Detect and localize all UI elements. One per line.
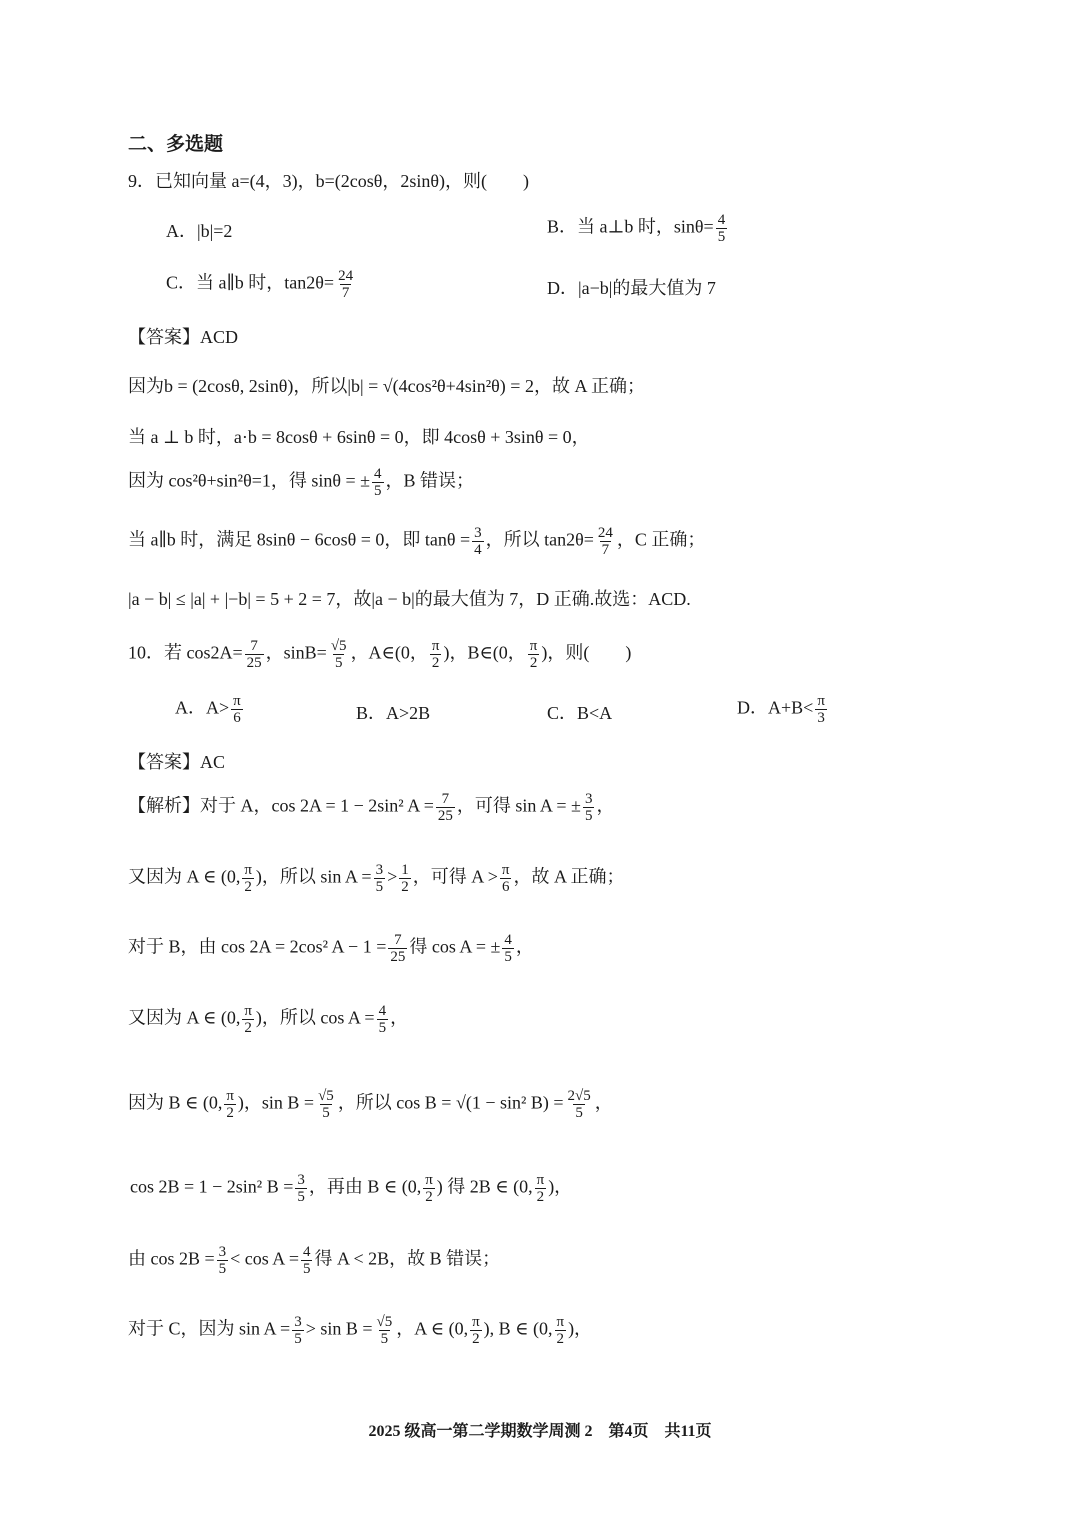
- fraction: [374, 862, 386, 895]
- text: ，故 A 正确；: [513, 866, 625, 887]
- text: A．A>: [175, 697, 230, 718]
- numerator: π: [556, 1314, 565, 1330]
- denominator: 2: [244, 1020, 252, 1036]
- numerator: π: [472, 1314, 480, 1330]
- text: )，B∈(0，: [443, 642, 526, 663]
- numerator: π: [425, 1172, 433, 1188]
- fraction: [245, 638, 264, 671]
- denominator: 6: [233, 710, 241, 726]
- text: D．A+B<: [737, 697, 814, 718]
- text: )，: [568, 1318, 593, 1339]
- denominator: 2: [472, 1331, 480, 1347]
- denominator: 5: [374, 483, 382, 499]
- text: ，B 错误；: [385, 470, 475, 491]
- page-footer: 2025 级高一第二学期数学周测 2 第4页 共11页: [368, 1423, 712, 1440]
- denominator: 25: [390, 949, 406, 965]
- fraction: [423, 1172, 435, 1205]
- numerator: 3: [218, 1244, 227, 1260]
- denominator: 5: [575, 1105, 583, 1121]
- text: 又因为 A ∈ (0,: [128, 1007, 241, 1028]
- q10-option-d: [737, 693, 829, 726]
- fraction: [596, 525, 615, 558]
- fraction: [472, 525, 484, 558]
- text: 由 cos 2B =: [128, 1248, 215, 1269]
- q10-option-b: B．A>2B: [356, 703, 431, 723]
- numerator: 3: [294, 1314, 302, 1330]
- denominator: 5: [322, 1105, 330, 1121]
- text: ，: [596, 795, 615, 816]
- q9-option-b: [547, 212, 729, 245]
- denominator: 2: [425, 1189, 433, 1205]
- fraction: [535, 1172, 547, 1205]
- denominator: 2: [536, 1189, 545, 1205]
- fraction: [242, 1003, 254, 1036]
- text: ，C 正确；: [616, 529, 706, 550]
- q10-solution-line-1: [128, 791, 614, 824]
- q10-solution-line-6: [130, 1172, 572, 1205]
- numerator: π: [817, 693, 825, 709]
- fraction: [554, 1314, 566, 1347]
- denominator: 5: [297, 1189, 305, 1205]
- text: < cos A =: [230, 1248, 299, 1269]
- denominator: 25: [246, 655, 262, 671]
- q9-solution-line-4: [128, 525, 705, 558]
- denominator: 7: [601, 542, 610, 558]
- denominator: 5: [504, 949, 512, 965]
- text: )，则( ): [541, 642, 632, 663]
- numerator: 3: [474, 525, 482, 541]
- fraction: [388, 932, 407, 965]
- numerator: 3: [584, 791, 593, 807]
- fraction: [301, 1244, 313, 1277]
- text: 因为 cos²θ+sin²θ=1，得 sinθ = ±: [128, 470, 370, 491]
- denominator: 2: [401, 879, 409, 895]
- fraction: [815, 693, 827, 726]
- denominator: 5: [334, 655, 343, 671]
- numerator: π: [226, 1088, 234, 1104]
- text: ，: [594, 1092, 613, 1113]
- fraction: [224, 1088, 236, 1121]
- q9-solution-line-3: [128, 466, 474, 499]
- text: > sin B =: [305, 1318, 373, 1339]
- q9-solution-line-1: 因为b = (2cosθ, 2sinθ)，所以|b| = √(4cos²θ+4sin²θ) = 2，故 A 正确；: [128, 376, 645, 396]
- text: 当 a∥b 时，满足 8sinθ − 6cosθ = 0，即 tanθ =: [128, 529, 471, 550]
- text: >: [387, 866, 398, 887]
- denominator: 2: [431, 655, 440, 671]
- text: ) 得 2B ∈ (0,: [436, 1176, 533, 1197]
- text: 因为 B ∈ (0,: [128, 1092, 223, 1113]
- denominator: 5: [375, 879, 384, 895]
- q9-answer: 【答案】ACD: [128, 327, 239, 347]
- text: )，所以 cos A =: [255, 1007, 375, 1028]
- denominator: 2: [244, 879, 252, 895]
- numerator: π: [244, 862, 252, 878]
- q10-solution-line-2: [128, 862, 625, 895]
- q9-solution-line-2: 当 a ⊥ b 时，a·b = 8cosθ + 6sinθ = 0，即 4cosθ + 3sinθ = 0，: [128, 427, 590, 447]
- denominator: 5: [294, 1331, 302, 1347]
- text: ，A ∈ (0,: [396, 1318, 469, 1339]
- numerator: 2√5: [567, 1088, 591, 1104]
- fraction: [336, 268, 355, 301]
- fraction: [528, 638, 540, 671]
- fraction: [502, 932, 514, 965]
- fraction: [316, 1088, 336, 1121]
- denominator: 5: [302, 1261, 311, 1277]
- text: 10．若 cos2A=: [128, 642, 243, 663]
- q9-solution-line-5: |a − b| ≤ |a| + |−b| = 5 + 2 = 7，故|a − b|的最大值为 7，D 正确.故选：ACD.: [128, 589, 691, 609]
- denominator: 4: [474, 542, 482, 558]
- denominator: 5: [378, 1020, 387, 1036]
- text: ，再由 B ∈ (0,: [308, 1176, 422, 1197]
- numerator: √5: [376, 1314, 393, 1330]
- numerator: π: [501, 862, 510, 878]
- numerator: 4: [302, 1244, 311, 1260]
- fraction: [292, 1314, 304, 1347]
- text: ), B ∈ (0,: [483, 1318, 553, 1339]
- numerator: √5: [330, 638, 347, 654]
- text: )，sin B =: [237, 1092, 315, 1113]
- fraction: [377, 1003, 389, 1036]
- fraction: [375, 1314, 395, 1347]
- numerator: 4: [717, 212, 726, 228]
- denominator: 2: [226, 1105, 234, 1121]
- numerator: π: [536, 1172, 545, 1188]
- text: ，所以 tan2θ=: [485, 529, 594, 550]
- fraction: [716, 212, 728, 245]
- q9-stem: 9．已知向量 a=(4，3)，b=(2cosθ，2sinθ)，则( ): [128, 171, 529, 191]
- numerator: 24: [338, 268, 354, 284]
- text: )，: [548, 1176, 573, 1197]
- numerator: √5: [318, 1088, 334, 1104]
- fraction: [329, 638, 349, 671]
- q9-option-c-text: C．当 a∥b 时，tan2θ=: [166, 272, 335, 293]
- numerator: 4: [504, 932, 512, 948]
- text: 得 cos A = ±: [409, 936, 501, 957]
- q10-solution-line-4: [128, 1003, 408, 1036]
- text: 又因为 A ∈ (0,: [128, 866, 241, 887]
- numerator: 7: [394, 932, 402, 948]
- text: 得 A < 2B，故 B 错误；: [314, 1248, 501, 1269]
- q10-stem: [128, 638, 631, 671]
- section-title: 二、多选题: [128, 134, 224, 155]
- fraction: [430, 638, 442, 671]
- text: ，A∈(0，: [350, 642, 428, 663]
- numerator: π: [233, 693, 241, 709]
- text: cos 2B = 1 − 2sin² B =: [130, 1176, 294, 1197]
- fraction: [295, 1172, 307, 1205]
- text: ，所以 cos B = √(1 − sin² B) =: [337, 1092, 564, 1113]
- denominator: 5: [584, 808, 593, 824]
- text: 【解析】对于 A，cos 2A = 1 − 2sin² A =: [128, 795, 434, 816]
- q10-solution-line-7: [128, 1244, 500, 1277]
- denominator: 6: [501, 879, 510, 895]
- numerator: π: [529, 638, 538, 654]
- numerator: 7: [250, 638, 258, 654]
- text: 对于 B，由 cos 2A = 2cos² A − 1 =: [128, 936, 387, 957]
- q10-solution-line-3: [128, 932, 534, 965]
- q9-option-a: A．|b|=2: [166, 221, 233, 241]
- q10-answer: 【答案】AC: [128, 752, 226, 772]
- denominator: 3: [817, 710, 825, 726]
- fraction: [231, 693, 243, 726]
- numerator: 7: [441, 791, 450, 807]
- fraction: [436, 791, 455, 824]
- denominator: 2: [556, 1331, 565, 1347]
- fraction: [470, 1314, 482, 1347]
- numerator: 1: [401, 862, 409, 878]
- q10-solution-line-8: [128, 1314, 592, 1347]
- numerator: π: [244, 1003, 252, 1019]
- q9-option-d: D．|a−b|的最大值为 7: [547, 278, 716, 298]
- text: ，: [515, 936, 534, 957]
- text: ，sinB=: [265, 642, 327, 663]
- q10-option-a: [175, 693, 245, 726]
- denominator: 5: [218, 1261, 227, 1277]
- fraction: [242, 862, 254, 895]
- numerator: 24: [597, 525, 613, 541]
- denominator: 7: [341, 285, 350, 301]
- text: )，所以 sin A =: [255, 866, 372, 887]
- fraction: [217, 1244, 229, 1277]
- fraction: [500, 862, 512, 895]
- q9-option-b-text: B．当 a⊥b 时，sinθ=: [547, 216, 714, 237]
- fraction: [399, 862, 411, 895]
- text: ，可得 A >: [412, 866, 498, 887]
- numerator: 4: [374, 466, 382, 482]
- denominator: 5: [717, 229, 726, 245]
- q9-option-c: [166, 268, 357, 301]
- denominator: 25: [437, 808, 453, 824]
- numerator: 3: [375, 862, 384, 878]
- fraction: [372, 466, 384, 499]
- numerator: 4: [378, 1003, 387, 1019]
- text: 对于 C，因为 sin A =: [128, 1318, 291, 1339]
- text: ，可得 sin A = ±: [456, 795, 581, 816]
- text: ，: [390, 1007, 409, 1028]
- denominator: 5: [380, 1331, 389, 1347]
- numerator: 3: [297, 1172, 305, 1188]
- fraction: [566, 1088, 593, 1121]
- fraction: [583, 791, 595, 824]
- q10-option-c: C．B<A: [547, 703, 613, 723]
- q10-solution-line-5: [128, 1088, 613, 1121]
- denominator: 2: [529, 655, 538, 671]
- numerator: π: [431, 638, 440, 654]
